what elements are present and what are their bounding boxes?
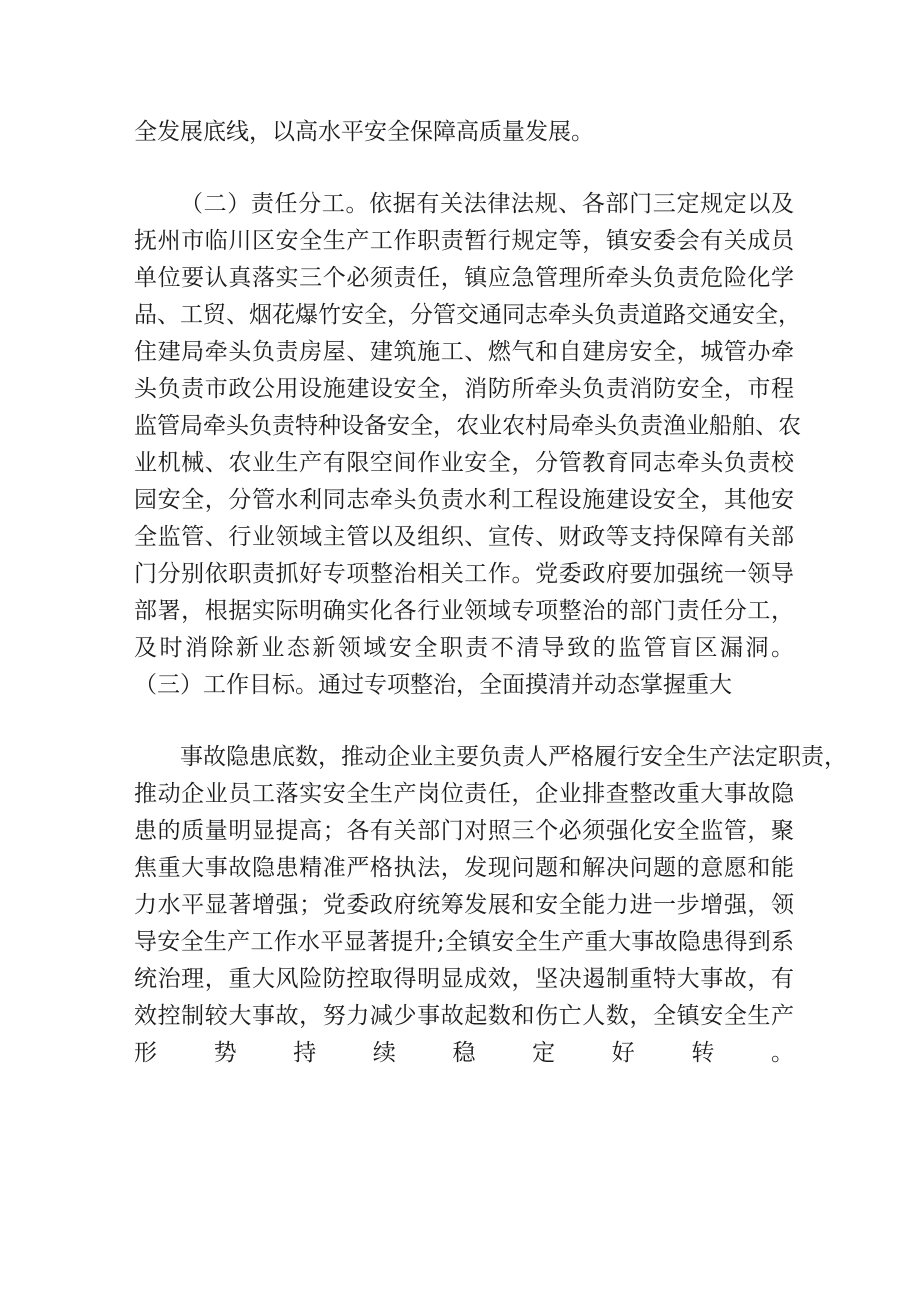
- text-line: 力水平显著增强；党委政府统筹发展和安全能力进一步增强，领: [134, 892, 794, 918]
- text-line: 单位要认真落实三个必须责任，镇应急管理所牵头负责危险化学: [134, 265, 794, 291]
- text-line: 形势持续稳定好转。: [134, 1040, 794, 1066]
- text-line: 监管局牵头负责特种设备安全，农业农村局牵头负责渔业船舶、农: [134, 413, 801, 439]
- text-line: 患的质量明显提高；各有关部门对照三个必须强化安全监管，聚: [134, 818, 794, 844]
- text-line: （三）工作目标。通过专项整治，全面摸清并动态掌握重大: [134, 672, 732, 698]
- text-line: 园安全，分管水利同志牵头负责水利工程设施建设安全，其他安: [134, 487, 794, 513]
- text-line: 效控制较大事故，努力减少事故起数和伤亡人数，全镇安全生产: [134, 1003, 794, 1029]
- text-line: 部署，根据实际明确实化各行业领域专项整治的部门责任分工，: [134, 598, 794, 624]
- text-line: 头负责市政公用设施建设安全，消防所牵头负责消防安全，市程: [134, 376, 794, 402]
- text-line: 统治理，重大风险防控取得明显成效，坚决遏制重特大事故，有: [134, 966, 794, 992]
- text-line: 全监管、行业领域主管以及组织、宣传、财政等支持保障有关部: [134, 524, 794, 550]
- text-line: 抚州市临川区安全生产工作职责暂行规定等，镇安委会有关成员: [134, 228, 794, 254]
- text-line: 焦重大事故隐患精准严格执法，发现问题和解决问题的意愿和能: [134, 855, 794, 881]
- text-line: 业机械、农业生产有限空间作业安全，分管教育同志牵头负责校: [134, 450, 794, 476]
- section-heading-line: （二）责任分工。依据有关法律法规、各部门三定规定以及: [180, 191, 794, 217]
- text-line: 门分别依职责抓好专项整治相关工作。党委政府要加强统一领导: [134, 561, 794, 587]
- section-heading-line: 事故隐患底数，推动企业主要负责人严格履行安全生产法定职责，: [180, 744, 847, 770]
- text-line: 推动企业员工落实安全生产岗位责任，企业排查整改重大事故隐: [134, 781, 794, 807]
- text-line: 全发展底线，以高水平安全保障高质量发展。: [134, 119, 594, 145]
- text-line: 住建局牵头负责房屋、建筑施工、燃气和自建房安全，城管办牵: [134, 339, 794, 365]
- text-line: 品、工贸、烟花爆竹安全，分管交通同志牵头负责道路交通安全，: [134, 302, 801, 328]
- text-line: 及时消除新业态新领域安全职责不清导致的监管盲区漏洞。: [134, 635, 794, 661]
- text-line: 导安全生产工作水平显著提升;全镇安全生产重大事故隐患得到系: [134, 929, 794, 955]
